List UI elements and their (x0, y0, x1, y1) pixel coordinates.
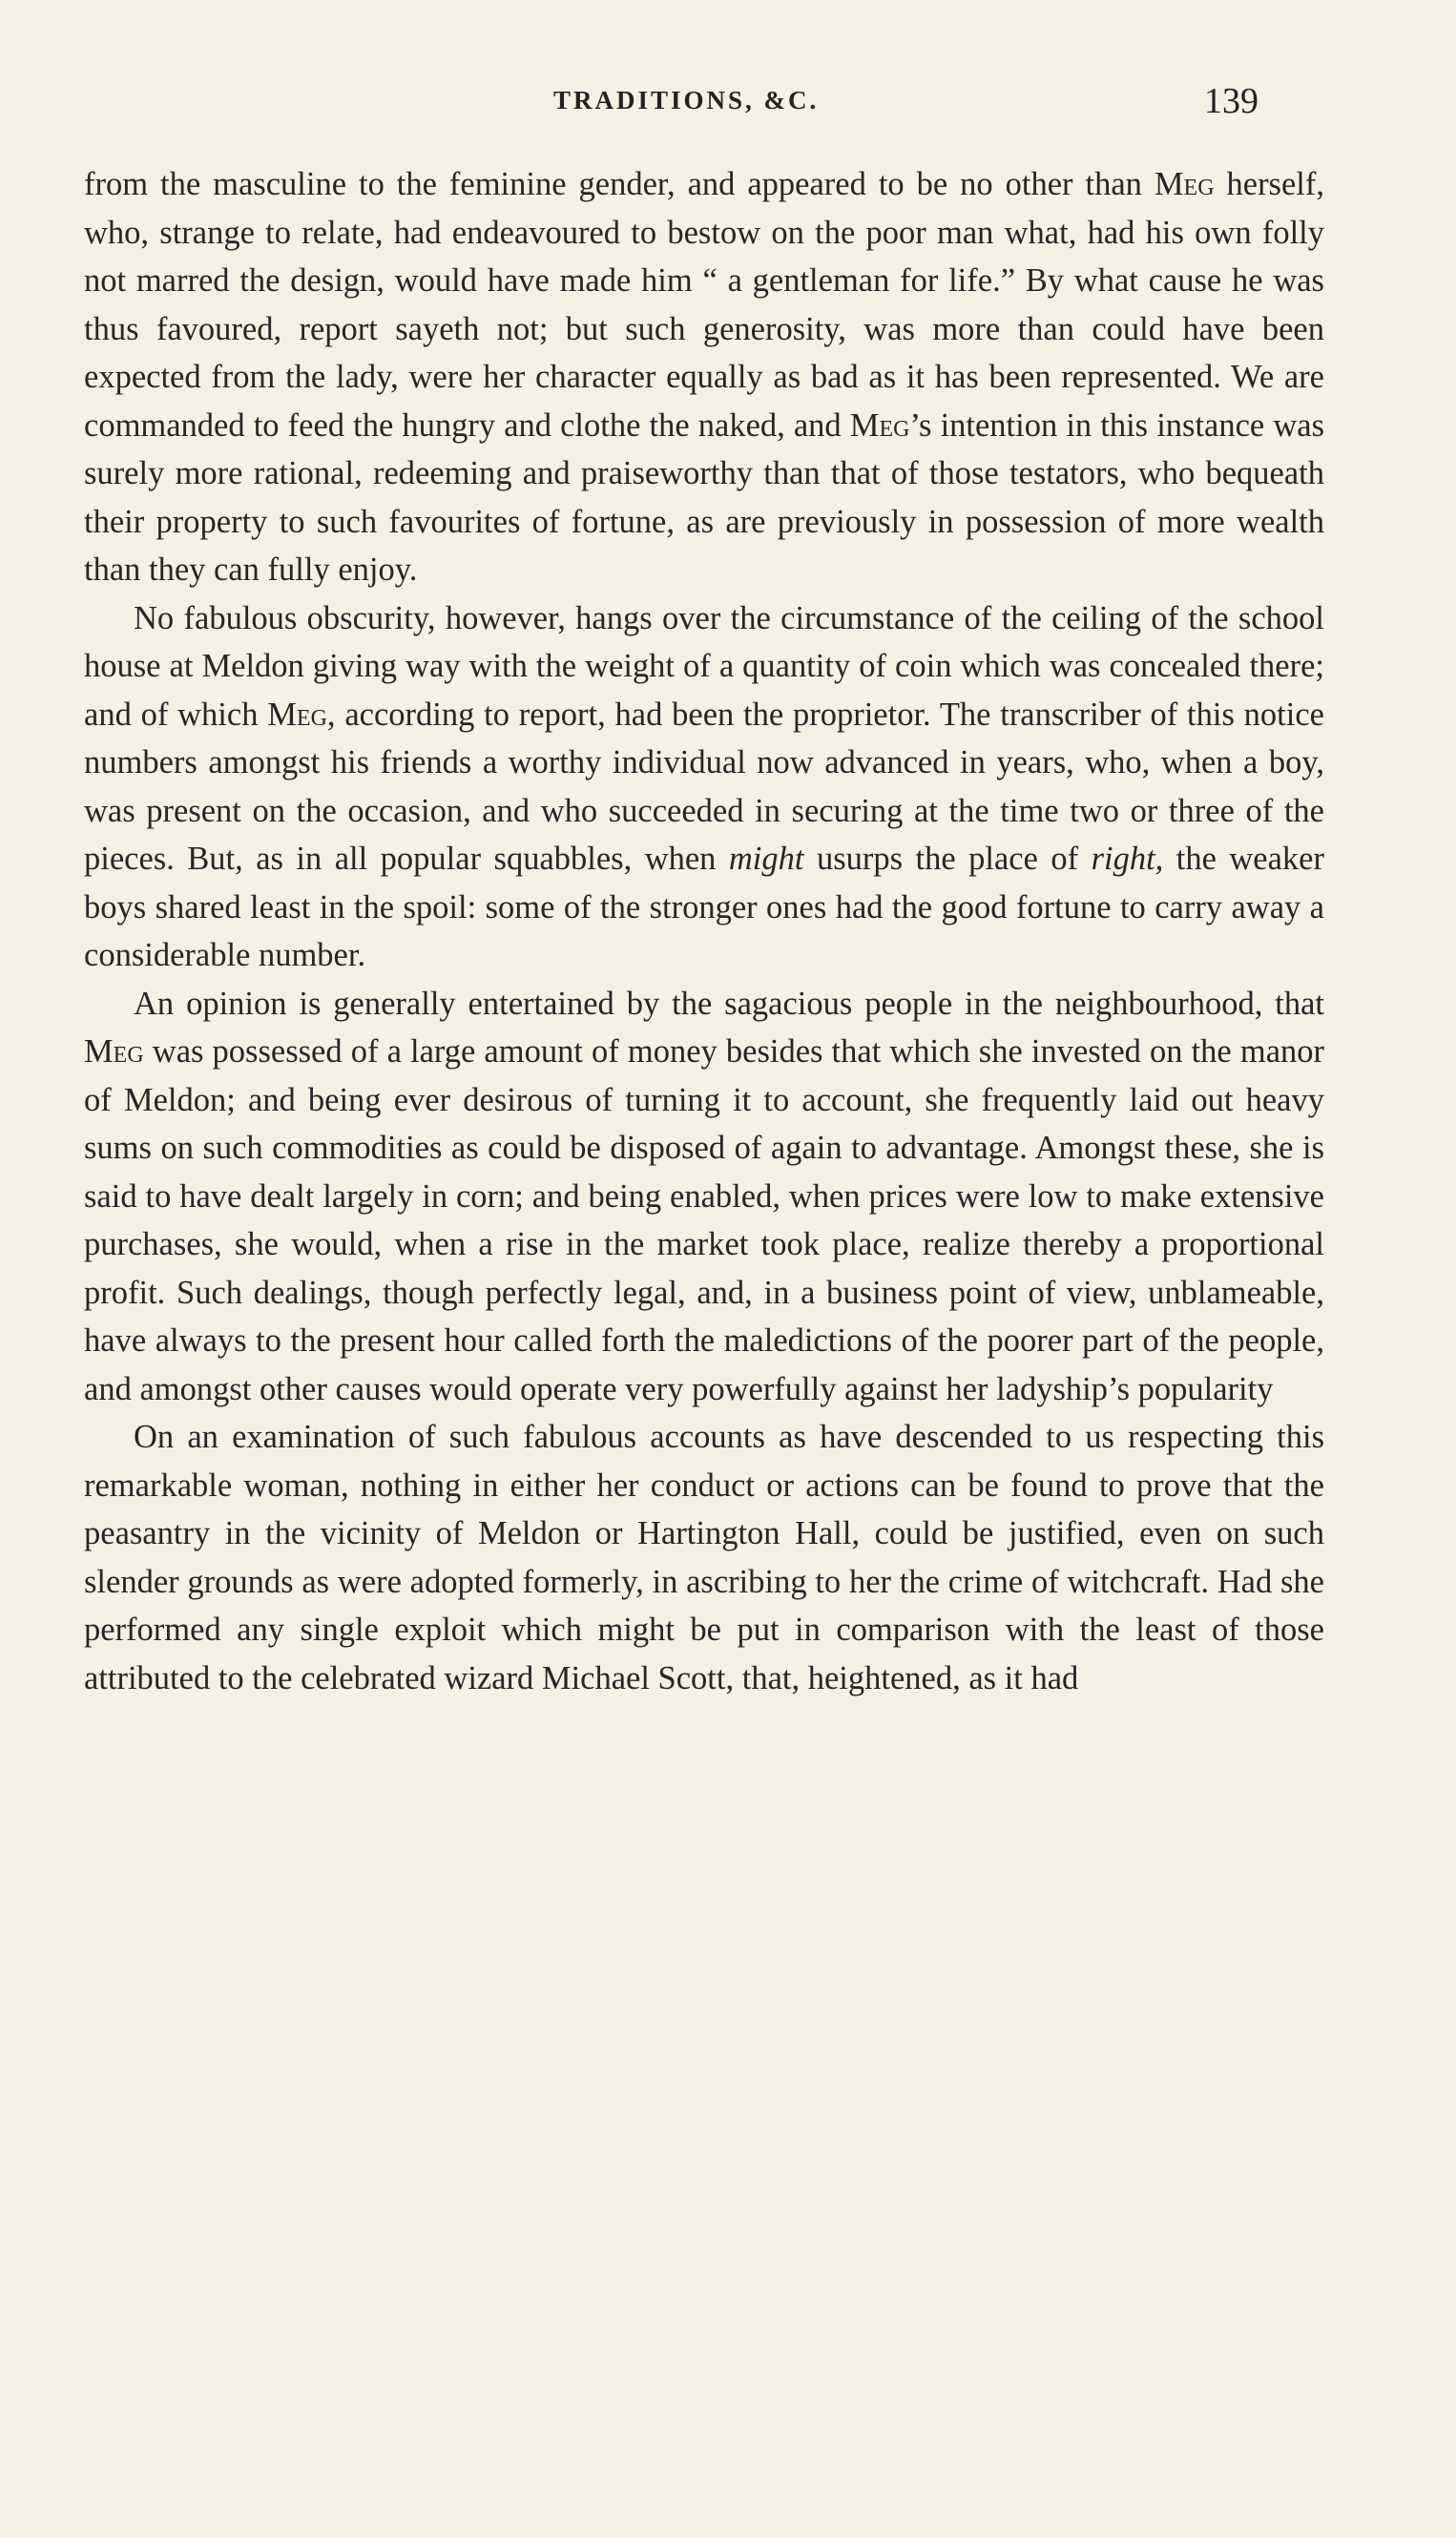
paragraph-2-text-3: usurps the place of (803, 841, 1092, 877)
paragraph-2-italic-2: right, (1091, 841, 1164, 877)
paragraph-1-smallcaps-2: Meg (849, 406, 910, 444)
paragraph-2-text-4: the weaker boys shared least in the spoil: some of the stronger ones had the good fortune to carry away a considerable number. (84, 841, 1324, 973)
paragraph-3-smallcaps-1: Meg (84, 1033, 144, 1070)
paragraph-2-text-1: No fabulous obscurity, however, hangs over the circumstance of the ceiling of the school house at Meldon giving way with the weight of a quantity of coin which was concealed there; and of which (84, 599, 1324, 733)
paragraph-1 (84, 160, 1324, 594)
paragraph-4-text-1: On an examination of such fabulous accounts as have descended to us respecting this remarkable woman, nothing in either her conduct or actions can be found to prove that the peasantry in the vicinity of Meldon or Hartington Hall, could be justified, even on such slender grounds as were adopted formerly, in ascribing to her the crime of witchcraft. Had she performed any single exploit which might be put in comparison with the least of those attributed to the celebrated wizard Michael Scott, that, heightened, as it had (84, 1419, 1324, 1696)
running-title: TRADITIONS, &C. (553, 86, 820, 114)
paragraph-2-italic-1: might (728, 841, 804, 877)
paragraph-1-text-1: from the masculine to the feminine gender, and appeared to be no other than (84, 166, 1154, 202)
paragraph-1-text-3: ’s intention in this instance was surely more rational, redeeming and praiseworthy than that of those testators, who bequeath their property to such favourites of fortune, as are previously in possession of more wealth than they can fully enjoy. (84, 406, 1324, 588)
paragraph-4 (84, 1413, 1324, 1702)
paragraph-2 (84, 594, 1324, 980)
paragraph-1-smallcaps-1: Meg (1154, 166, 1215, 202)
paragraph-3-text-1: An opinion is generally entertained by the sagacious people in the neighbourhood, that (134, 985, 1324, 1022)
body-text (84, 160, 1324, 1702)
paragraph-3 (84, 980, 1324, 1414)
page-number: 139 (1204, 81, 1258, 121)
paragraph-2-smallcaps-1: Meg, (267, 696, 336, 733)
running-head (0, 80, 1456, 137)
paragraph-1-text-2: herself, who, strange to relate, had endeavoured to bestow on the poor man what, had his own folly not marred the design, would have made him “ a gentleman for life.” By what cause he was thus favoured, report sayeth not; but such generosity, was more than could have been expected from the lady, were her character equally as bad as it has been represented. We are commanded to feed the hungry and clothe the naked, and (84, 166, 1324, 444)
paragraph-2-text-2: according to report, had been the proprietor. The transcriber of this notice numbers amongst his friends a worthy individual now advanced in years, who, when a boy, was present on the occasion, and who succeeded in securing at the time two or three of the pieces. But, as in all popular squabbles, when (84, 696, 1324, 877)
paragraph-3-text-2: was possessed of a large amount of money besides that which she invested on the manor of Meldon; and being ever desirous of turning it to account, she frequently laid out heavy sums on such commodities as could be disposed of again to advantage. Amongst these, she is said to have dealt largely in corn; and being enabled, when prices were low to make extensive purchases, she would, when a rise in the market took place, realize thereby a proportional profit. Such dealings, though perfectly legal, and, in a business point of view, unblameable, have always to the present hour called forth the maledictions of the poorer part of the people, and amongst other causes would operate very powerfully against her ladyship’s popularity (84, 1033, 1324, 1407)
